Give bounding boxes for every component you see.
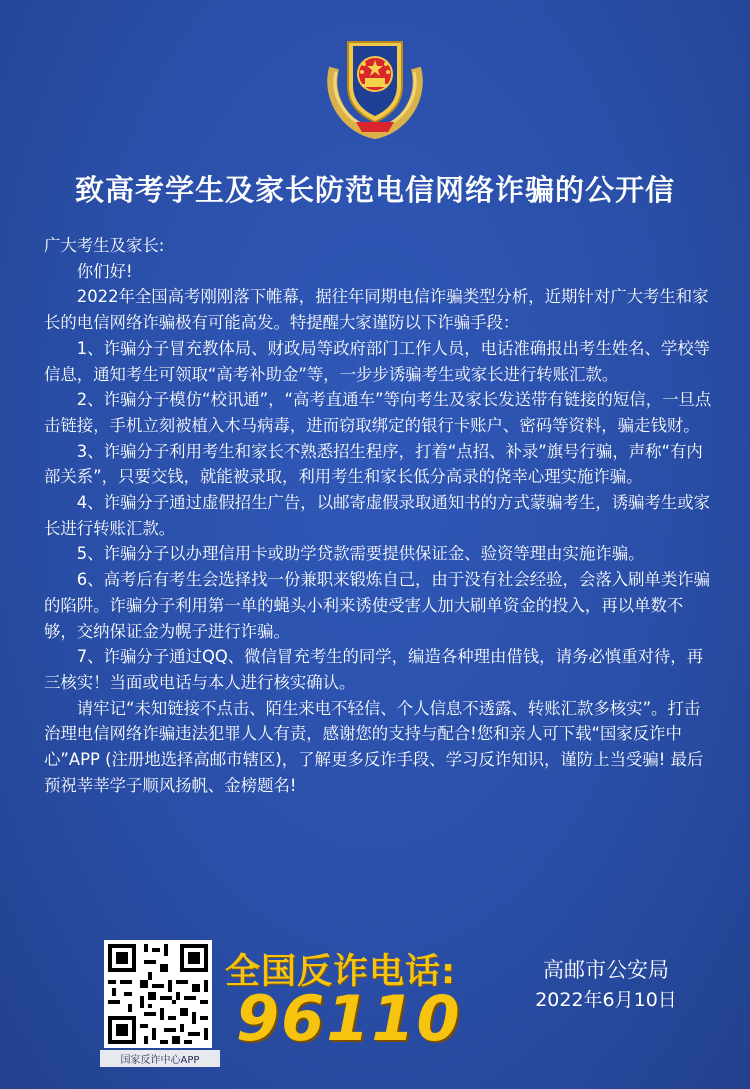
paragraph-intro: 2022年全国高考刚刚落下帷幕，据往年同期电信诈骗类型分析，近期针对广大考生和家长的电信网络诈骗极有可能高发。特提醒大家谨防以下诈骗手段：	[44, 287, 709, 333]
hotline-label: 全国反诈电话:	[225, 952, 456, 992]
police-emblem-icon	[318, 28, 432, 142]
paragraph-item-5: 5、诈骗分子以办理信用卡或助学贷款需要提供保证金、验资等理由实施诈骗。	[76, 544, 645, 564]
qr-caption: 国家反诈中心APP	[100, 1050, 220, 1067]
issuer-name: 高邮市公安局	[543, 958, 669, 982]
paragraph-item-7: 7、诈骗分子通过QQ、微信冒充考生的同学，编造各种理由借钱，请务必慎重对待，再三核实！当面或电话与本人进行核实确认。	[44, 647, 704, 692]
letter-body	[44, 233, 714, 798]
paragraph-item-4: 4、诈骗分子通过虚假招生广告，以邮寄虚假录取通知书的方式蒙骗考生，诱骗考生或家长进行转账汇款。	[44, 493, 711, 538]
greeting: 你们好!	[76, 261, 133, 281]
paragraph-item-1: 1、诈骗分子冒充教体局、财政局等政府部门工作人员，电话准确报出考生姓名、学校等信息，通知考生可领取“高考补助金”等，一步步诱骗考生或家长进行转账汇款。	[44, 338, 711, 384]
paragraph-item-6: 6、高考后有考生会选择找一份兼职来锻炼自己，由于没有社会经验，会落入刷单类诈骗的陷阱。诈骗分子利用第一单的蝇头小利来诱使受害人加大刷单资金的投入，再以单数不够，交纳保证金为幌子进行诈骗。	[44, 570, 711, 641]
paragraph-closing: 请牢记“未知链接不点击、陌生来电不轻信、个人信息不透露、转账汇款多核实”。打击治理电信网络诈骗违法犯罪人人有责，感谢您的支持与配合!您和亲人可下载“国家反诈中心”APP (注册地选择高邮市辖区)，了解更多反诈手段、学习反诈知识，谨防上当受骗! 最后预祝莘莘学子顺风扬帆、金榜题名!	[44, 698, 704, 795]
paragraph-item-2: 2、诈骗分子模仿“校讯通”，“高考直通车”等向考生及家长发送带有链接的短信，一旦点击链接，手机立刻被植入木马病毒，进而窃取绑定的银行卡账户、密码等资料，骗走钱财。	[44, 390, 712, 435]
paragraph-item-3: 3、诈骗分子利用考生和家长不熟悉招生程序，打着“点招、补录”旗号行骗，声称“有内部关系”，只要交钱，就能被录取，利用考生和家长低分高录的侥幸心理实施诈骗。	[44, 441, 703, 487]
issue-date: 2022年6月10日	[535, 989, 677, 1011]
salutation: 广大考生及家长:	[44, 236, 165, 255]
page-title: 致高考学生及家长防范电信网络诈骗的公开信	[74, 173, 675, 207]
hotline-number[interactable]: 96110	[236, 982, 462, 1055]
qr-code-icon[interactable]	[104, 940, 212, 1048]
